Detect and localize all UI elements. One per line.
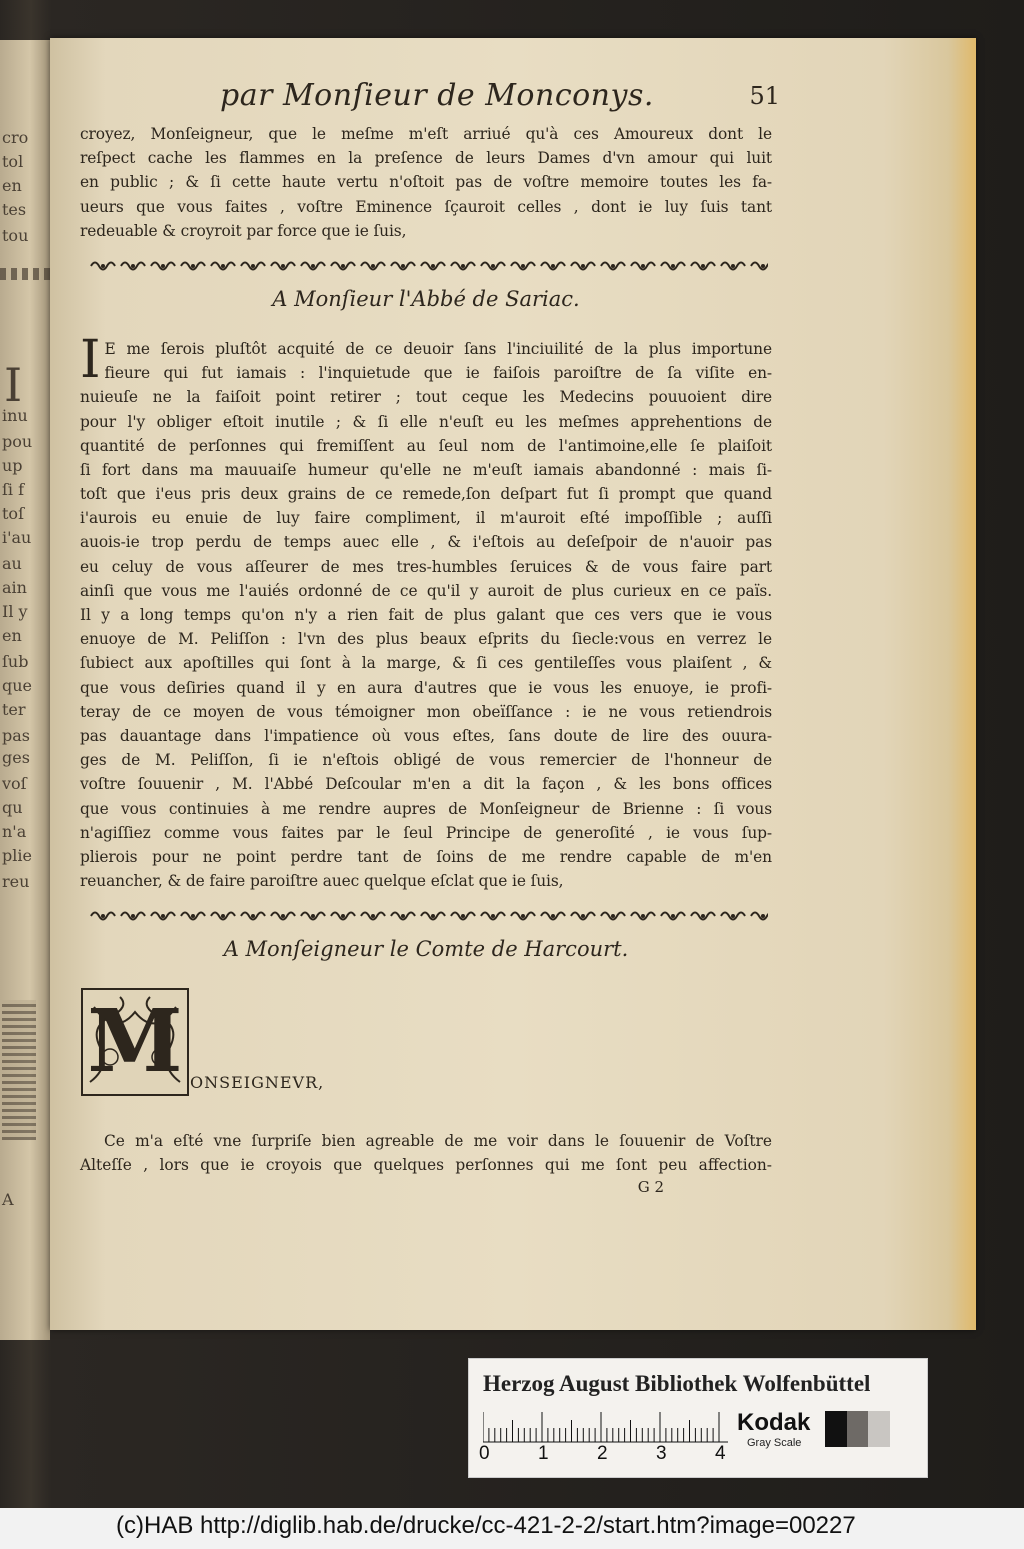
section2-paragraph xyxy=(80,329,772,893)
letter-opening xyxy=(80,987,772,1129)
text-line: croyez, Monſeigneur, que le meſme m'eſt arriué qu'à ces Amoureux dont le xyxy=(80,125,772,143)
text-line: voſtre ſouuenir , M. l'Abbé Deſcoular m'en a dit la façon , & les bons offices xyxy=(80,775,772,794)
ornament-divider-1 xyxy=(80,257,772,279)
previous-page-fragment: ges xyxy=(2,748,30,767)
text-line: Alteſſe , lors que ie croyois que quelques perſonnes qui me ſont peu affection- xyxy=(80,1156,772,1175)
text-line: Ce m'a eſté vne ſurpriſe bien agreable de me voir dans le ſouuenir de Voſtre xyxy=(104,1132,772,1151)
section2-heading: A Monſieur l'Abbé de Sariac. xyxy=(272,286,580,311)
text-line: ges de M. Peliſſon, ſi ie n'eſtois obligé de vous remercier de l'honneur de xyxy=(80,751,772,770)
decorated-initial-m-icon xyxy=(80,987,190,1097)
previous-page-fragment: cro xyxy=(2,128,29,147)
previous-page-fragment: i'au xyxy=(2,528,32,547)
previous-page-fragment: inu xyxy=(2,406,28,425)
text-line: fieure qui fut iamais : l'inquietude que ie faiſois paroiſtre de ſa viſite en- xyxy=(104,364,772,383)
text-line: reuancher, & de faire paroiſtre auec quelque eſclat que ie ſuis, xyxy=(80,872,564,891)
section3-heading: A Monſeigneur le Comte de Harcourt. xyxy=(223,937,629,962)
text-line: enuoye de M. Peliſſon : l'vn des plus beaux eſprits du ſiecle:vous en verrez le xyxy=(80,630,772,649)
book-page xyxy=(50,38,976,1330)
gray-swatch xyxy=(868,1411,890,1447)
previous-page-fragment: plie xyxy=(2,846,32,865)
section3-paragraph xyxy=(80,1129,772,1177)
gray-swatch xyxy=(847,1411,869,1447)
text-line: auois-ie trop perdu de temps auec elle , & i'eſtois au deſeſpoir de n'auoir pas xyxy=(80,533,772,552)
footer-bar xyxy=(0,1508,1024,1549)
gray-swatch xyxy=(825,1411,847,1447)
previous-page-fragment: tes xyxy=(2,200,27,219)
running-head: par Monſieur de Monconys. xyxy=(220,78,654,113)
ornament-divider-icon xyxy=(88,907,768,925)
ruler-icon xyxy=(483,1407,728,1443)
previous-page-fragment: tou xyxy=(2,226,29,245)
text-line: ſi fort dans ma mauuaiſe humeur qu'elle ne m'euſt iamais abandonné : mais ſi- xyxy=(80,460,772,479)
text-line: ueurs que vous faites , voſtre Eminence ſçauroit celles , dont ie luy ſuis tant xyxy=(80,197,772,216)
kodak-brand: Kodak xyxy=(737,1409,811,1436)
text-line: plierois pour ne point perdre tant de ſoins de me rendre capable de m'en xyxy=(80,847,772,866)
gray-scale-label: Gray Scale xyxy=(747,1437,802,1449)
text-line: reſpect cache les flammes en la preſence de leurs Dames d'vn amour qui luit xyxy=(80,149,772,168)
section1-paragraph xyxy=(80,122,772,243)
gray-swatch xyxy=(890,1411,912,1447)
ruler-number: 1 xyxy=(538,1443,549,1464)
previous-page-fragment: up xyxy=(2,456,23,475)
previous-page-fragment: reu xyxy=(2,872,30,891)
previous-page-ornament xyxy=(0,268,50,280)
previous-page-fragment: au xyxy=(2,554,22,573)
text-line: n'agiſſiez comme vous faites par le ſeul Principe de generoſité , ie vous ſup- xyxy=(80,823,772,842)
text-line: nuieuſe ne la faiſoit point retirer ; tout ceque les Medecins pouuoient dire xyxy=(80,388,772,407)
text-line: eu celuy de vous aſſeurer de mes tres-humbles ſeruices & de vous faire part xyxy=(80,557,772,576)
text-line: redeuable & croyroit par force que ie ſuis, xyxy=(80,221,407,240)
previous-page-fragment: voſ xyxy=(2,774,27,793)
ruler-number: 3 xyxy=(656,1443,667,1464)
previous-page-fragment: ter xyxy=(2,700,26,719)
previous-page-fragment: pas xyxy=(2,726,30,745)
text-line: i'aurois eu enuie de luy faire compliment, il m'auroit eſté impoſſible ; auſſi xyxy=(80,509,772,528)
previous-page-initial xyxy=(2,1000,36,1140)
text-line: en public ; & ſi cette haute vertu n'oſtoit pas de voſtre memoire toutes les fa- xyxy=(80,173,772,192)
previous-page-fragment: I xyxy=(4,358,23,412)
text-line: quantité de perſonnes qui fremiſſent au ſeul nom de l'antimoine,elle ſe plaiſoit xyxy=(80,436,772,455)
previous-page-fragment: A xyxy=(2,1190,14,1209)
page-content xyxy=(80,78,780,1200)
ornament-divider-2 xyxy=(80,907,772,929)
text-line: toſt que i'eus pris deux grains de ce remede,ſon deſpart fut ſi prompt que quand xyxy=(80,485,772,504)
library-title: Herzog August Bibliothek Wolfenbüttel xyxy=(483,1371,871,1396)
previous-page-fragment: que xyxy=(2,676,33,695)
previous-page-fragment: ain xyxy=(2,578,27,597)
ruler-number: 0 xyxy=(479,1443,490,1464)
page-header xyxy=(80,78,780,122)
previous-page-fragment: ſi f xyxy=(2,480,25,499)
text-line: pas dauantage dans l'impatience où vous eſtes, ſans doute de lire des ouura- xyxy=(80,726,772,745)
previous-page-fragment: en xyxy=(2,626,22,645)
text-line: E me ſerois pluſtôt acquité de ce deuoir ſans l'inciuilité de la plus importune xyxy=(104,339,772,358)
salutation: ONSEIGNEVR, xyxy=(190,1073,325,1093)
previous-page-edge xyxy=(0,40,50,1340)
previous-page-fragment: tol xyxy=(2,152,24,171)
text-line: pour l'y obliger eſtoit inutile ; & ſi elle n'euſt eu les meſmes apprehentions de xyxy=(80,412,772,431)
dropcap-letter: I xyxy=(80,329,101,390)
gray-swatches xyxy=(825,1411,911,1447)
previous-page-fragment: ſub xyxy=(2,652,29,671)
ornament-divider-icon xyxy=(88,257,768,275)
initial-letter: M xyxy=(87,991,183,1093)
previous-page-fragment: toſ xyxy=(2,504,24,523)
previous-page-fragment: en xyxy=(2,176,22,195)
text-line: ainſi que vous me l'auiés ordonné de ce qu'il y auroit de plus curieux en ce païs. xyxy=(80,581,772,600)
previous-page-fragment: qu xyxy=(2,798,23,817)
footer-copyright-url: (c)HAB http://diglib.hab.de/drucke/cc-421-2-2/start.htm?image=00227 xyxy=(116,1512,856,1539)
signature-mark: G 2 xyxy=(637,1177,664,1196)
text-line: Il y a long temps qu'on n'y a rien fait de plus galant que ces vers que ie vous xyxy=(80,606,772,624)
text-line: que vous deſiries quand il y en aura d'autres que ie vous les enuoye, ie profi- xyxy=(80,678,772,697)
ruler-number: 2 xyxy=(597,1443,608,1464)
text-line: que vous continuies à me rendre aupres de Monſeigneur de Brienne : ſi vous xyxy=(80,799,772,818)
previous-page-fragment: n'a xyxy=(2,822,27,841)
library-color-target xyxy=(468,1358,928,1478)
text-line: teray de ce moyen de vous témoigner mon obeïſſance : ie ne vous retiendrois xyxy=(80,702,772,721)
page-number: 51 xyxy=(749,82,780,110)
previous-page-fragment: pou xyxy=(2,432,33,451)
previous-page-fragment: Il y xyxy=(2,602,28,621)
text-line: ſubiect aux apoſtilles qui ſont à la marge, & ſi ces gentileſſes vous plaiſent , & xyxy=(80,654,772,673)
ruler-number: 4 xyxy=(715,1443,726,1464)
